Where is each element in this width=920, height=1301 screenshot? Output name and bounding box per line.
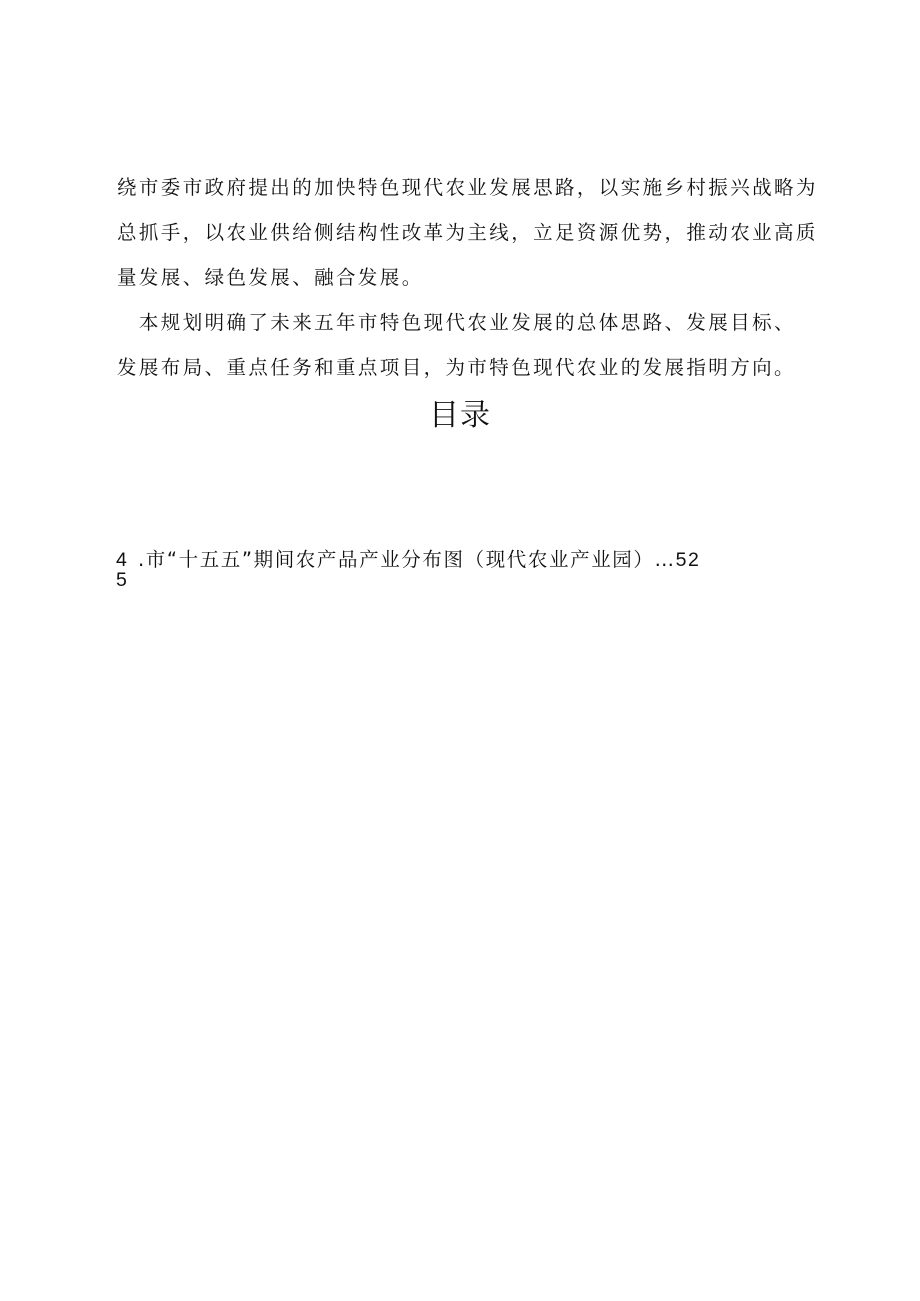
toc-entry[interactable] bbox=[116, 540, 701, 580]
paragraph-line: 本规划明确了未来五年市特色现代农业发展的总体思路、发展目标、 bbox=[117, 311, 796, 334]
paragraph-line: 量发展、绿色发展、融合发展。 bbox=[117, 266, 424, 289]
paragraph-line: 总抓手，以农业供给侧结构性改革为主线，立足资源优势，推动农业高质 bbox=[117, 221, 818, 244]
toc-entry-number: 4 bbox=[116, 549, 129, 571]
toc-entry-text: .市“十五五”期间农产品产业分布图（现代农业产业园）… bbox=[138, 548, 676, 571]
toc-entry-page: 52 bbox=[675, 549, 701, 571]
body-paragraph-1 bbox=[117, 165, 817, 300]
paragraph-line: 发展布局、重点任务和重点项目，为市特色现代农业的发展指明方向。 bbox=[117, 356, 796, 379]
toc-title: 目录 bbox=[429, 398, 491, 433]
body-paragraph-2 bbox=[117, 300, 817, 390]
toc-entry-page-wrap: 5 bbox=[116, 569, 127, 591]
paragraph-line: 绕市委市政府提出的加快特色现代农业发展思路，以实施乡村振兴战略为 bbox=[117, 176, 818, 199]
